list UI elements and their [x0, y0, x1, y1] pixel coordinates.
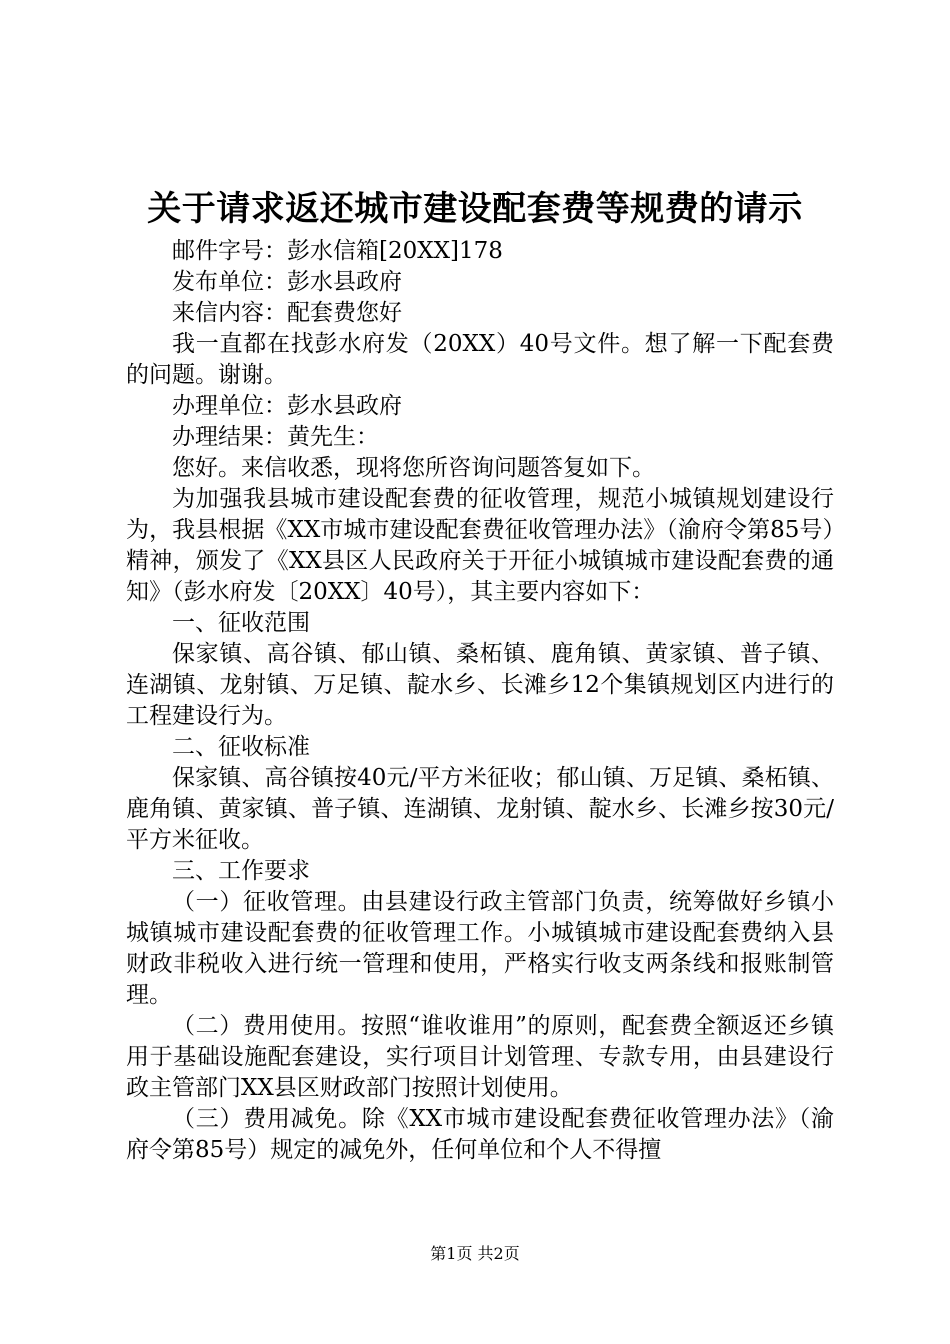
paragraph-letter-content: 来信内容：配套费您好	[172, 300, 402, 326]
paragraph-requirement-exemption: （三）费用减免。除《XX市城市建设配套费征收管理办法》（渝府令第85号）规定的减免外，任何单位和个人不得擅	[126, 1106, 834, 1163]
page-number-footer: 第1页 共2页	[430, 1244, 520, 1263]
paragraph-scope: 保家镇、高谷镇、郁山镇、桑柘镇、鹿角镇、黄家镇、普子镇、连湖镇、龙射镇、万足镇、靛水乡、长滩乡12个集镇规划区内进行的工程建设行为。	[126, 641, 834, 729]
paragraph-greeting: 您好。来信收悉，现将您所咨询问题答复如下。	[172, 455, 655, 481]
paragraph-introduction: 为加强我县城市建设配套费的征收管理，规范小城镇规划建设行为，我县根据《XX市城市建设配套费征收管理办法》（渝府令第85号）精神，颁发了《XX县区人民政府关于开征小城镇城市建设配套费的通知》（彭水府发〔20XX〕40号），其主要内容如下：	[126, 486, 834, 605]
document-body	[126, 236, 834, 1166]
paragraph-letter-body: 我一直都在找彭水府发（20XX）40号文件。想了解一下配套费的问题。谢谢。	[126, 331, 834, 388]
section-heading-standard: 二、征收标准	[172, 734, 310, 760]
section-heading-scope: 一、征收范围	[172, 610, 310, 636]
paragraph-standard: 保家镇、高谷镇按40元/平方米征收；郁山镇、万足镇、桑柘镇、鹿角镇、黄家镇、普子镇、连湖镇、龙射镇、靛水乡、长滩乡按30元/平方米征收。	[126, 765, 834, 853]
paragraph-requirement-management: （一）征收管理。由县建设行政主管部门负责，统筹做好乡镇小城镇城市建设配套费的征收管理工作。小城镇城市建设配套费纳入县财政非税收入进行统一管理和使用，严格实行收支两条线和报账制管理。	[126, 889, 834, 1008]
paragraph-handling-result: 办理结果：黄先生：	[172, 424, 379, 450]
paragraph-requirement-usage: （二）费用使用。按照“谁收谁用”的原则，配套费全额返还乡镇用于基础设施配套建设，实行项目计划管理、专款专用，由县建设行政主管部门XX县区财政部门按照计划使用。	[126, 1013, 834, 1101]
paragraph-publisher: 发布单位：彭水县政府	[172, 269, 402, 295]
section-heading-requirements: 三、工作要求	[172, 858, 310, 884]
document-title: 关于请求返还城市建设配套费等规费的请示	[147, 189, 803, 229]
paragraph-handling-unit: 办理单位：彭水县政府	[172, 393, 402, 419]
paragraph-mail-number: 邮件字号：彭水信箱[20XX]178	[172, 238, 503, 264]
